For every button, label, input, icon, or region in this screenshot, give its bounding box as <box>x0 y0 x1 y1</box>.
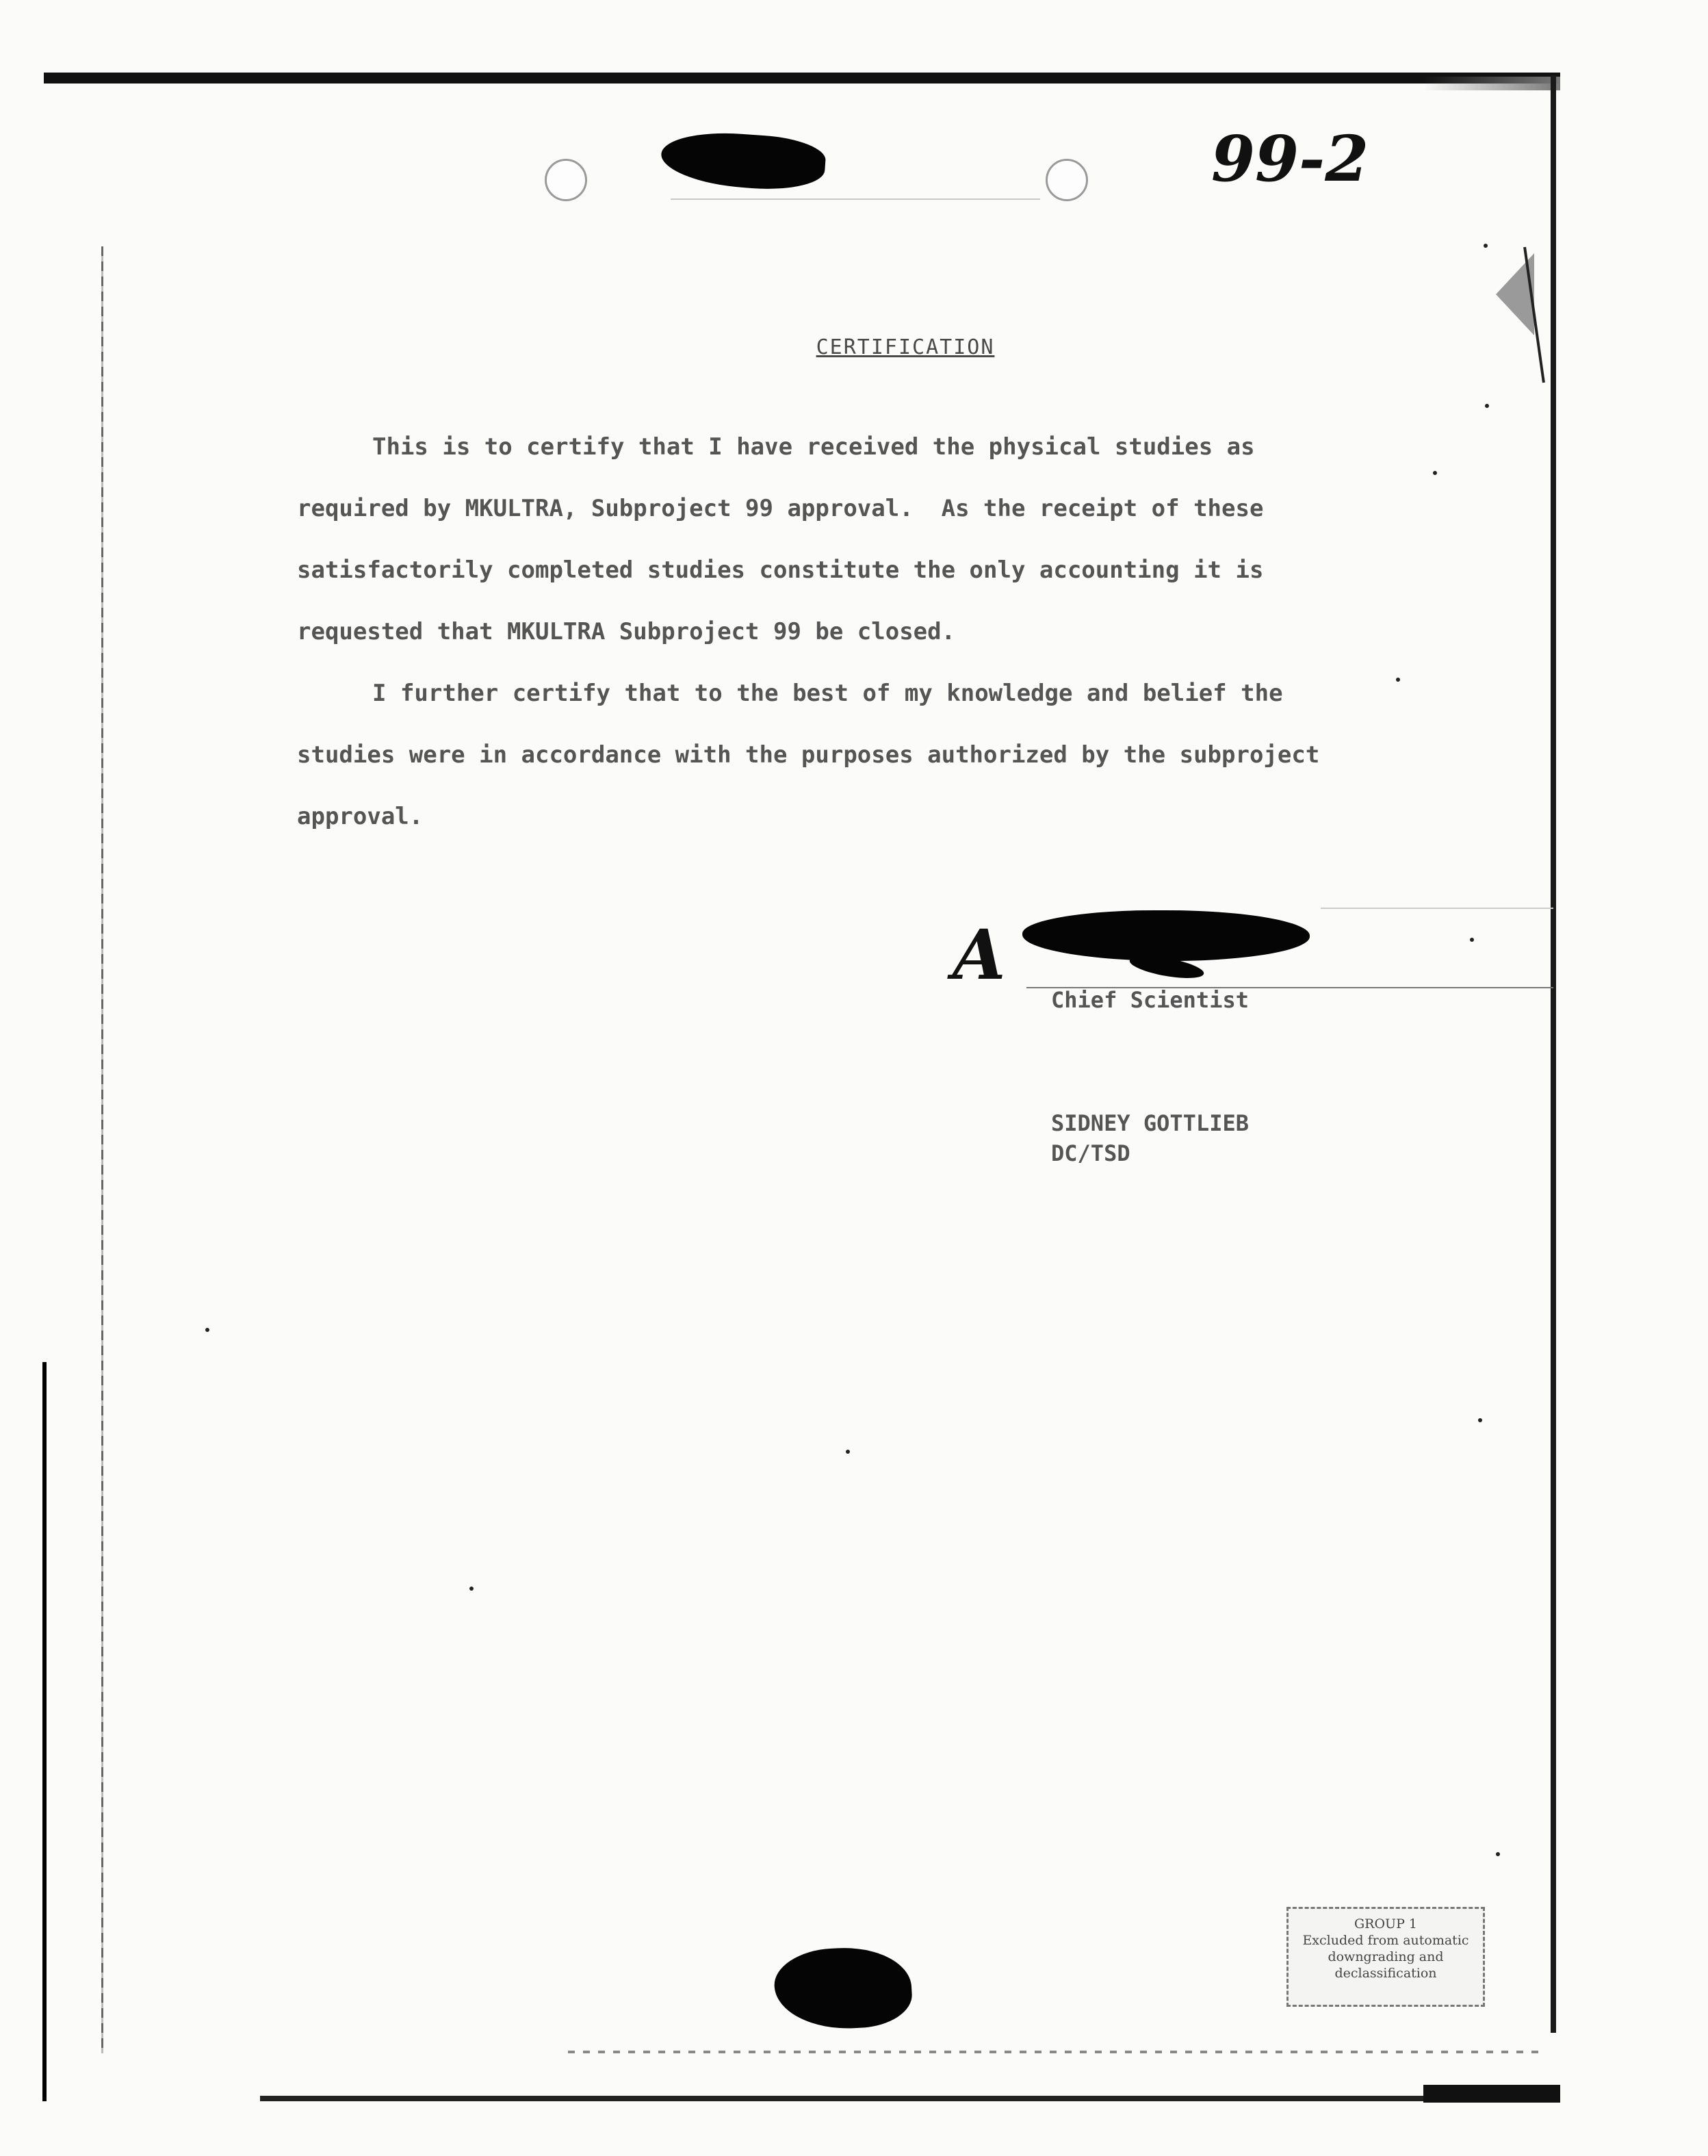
scan-edge-left-dark <box>42 1362 47 2101</box>
signature-rule-upper <box>1321 908 1553 909</box>
classification-stamp <box>1286 1907 1485 2007</box>
scan-speck <box>846 1450 850 1454</box>
scan-speck <box>1484 244 1488 248</box>
body-paragraph-1: This is to certify that I have received the physical studies as required by MKULTRA, Subproject 99 approval. As the receipt of these satisfactorily completed studies constitute the only accounting it is requested that MKULTRA Subproject 99 be closed. <box>297 433 1278 645</box>
stamp-line: Excluded from automatic <box>1302 1933 1469 1948</box>
scan-edge-right <box>1551 75 1556 2033</box>
body-paragraph-2: I further certify that to the best of my knowledge and belief the studies were in accordance with the purposes authorized by the subproject approval. <box>297 680 1334 830</box>
scan-speck <box>1478 1418 1482 1422</box>
stamp-line: declassification <box>1334 1966 1437 1981</box>
stamp-line: GROUP 1 <box>1354 1916 1417 1932</box>
scan-edge-top <box>44 73 1560 84</box>
document-title: CERTIFICATION <box>816 335 995 359</box>
scan-edge-top-fade <box>1423 77 1560 90</box>
header-rule <box>671 198 1040 200</box>
punch-hole-left <box>545 159 587 201</box>
signer-name: SIDNEY GOTTLIEB <box>1051 1110 1249 1136</box>
punch-hole-right <box>1046 159 1088 201</box>
scan-edge-bottom <box>260 2096 1560 2101</box>
redaction-signature <box>1022 910 1310 961</box>
handwritten-file-number: 99-2 <box>1211 122 1369 196</box>
redaction-bottom <box>773 1945 914 2032</box>
stamp-line: downgrading and <box>1328 1949 1444 1964</box>
scan-edge-left <box>101 246 103 2053</box>
scan-speck <box>205 1328 209 1332</box>
scan-speck <box>469 1587 474 1591</box>
scan-speck <box>1496 1852 1500 1856</box>
scan-dotted-line <box>568 2051 1547 2053</box>
redaction-top <box>660 129 827 194</box>
scan-edge-bottom-right <box>1423 2085 1560 2103</box>
scan-speck <box>1485 404 1489 408</box>
scan-speck <box>1433 471 1437 475</box>
handwritten-initial: A <box>953 914 1006 995</box>
scan-speck <box>1470 938 1474 942</box>
signer-office: DC/TSD <box>1051 1140 1130 1166</box>
scan-speck <box>1396 678 1400 682</box>
signer-role: Chief Scientist <box>1051 987 1249 1013</box>
